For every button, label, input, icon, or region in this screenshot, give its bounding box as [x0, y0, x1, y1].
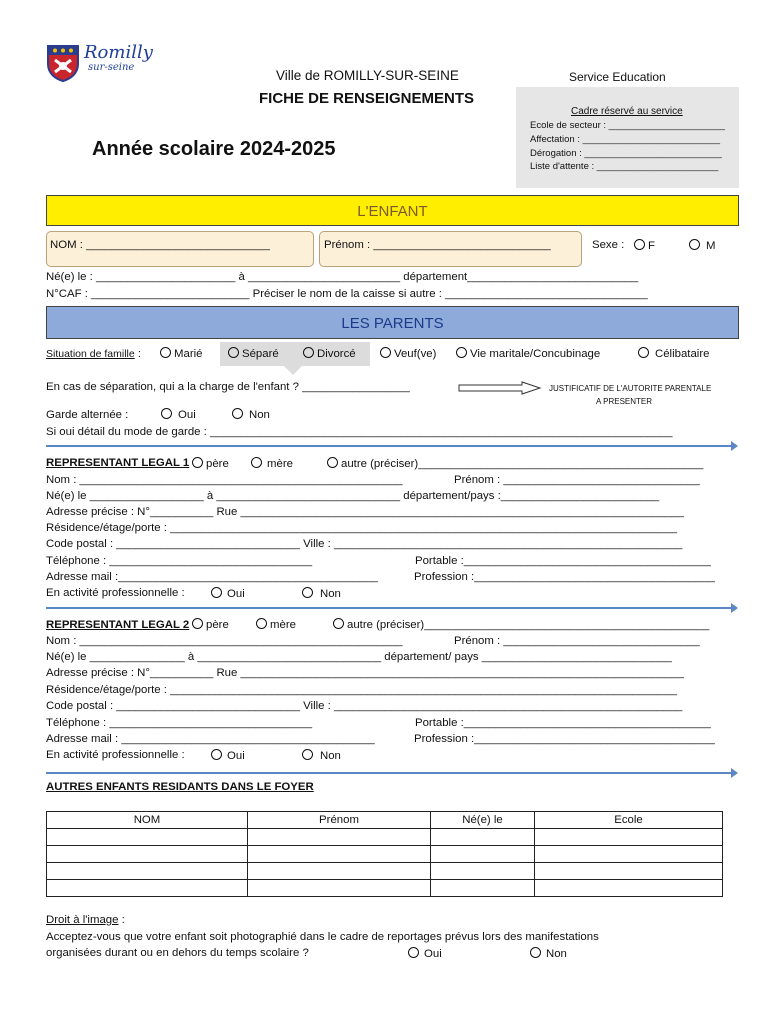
family-situation-label: Situation de famille: [46, 348, 135, 360]
child-section-title: L'ENFANT: [357, 203, 428, 220]
col-school: Ecole: [535, 812, 723, 829]
parents-section-band: [46, 306, 739, 339]
image-rights-no[interactable]: Non: [530, 947, 567, 960]
rep2-postal-city[interactable]: Code postal : _____________________________ Ville : _______________________________________________________: [46, 700, 683, 712]
reserved-line: Liste d'attente : _______________________: [530, 161, 719, 172]
sex-label: Sexe :: [592, 239, 625, 251]
col-prenom: Prénom: [248, 812, 431, 829]
situation-cohabiting[interactable]: Vie maritale/Concubinage: [456, 347, 600, 360]
rep1-phone[interactable]: Téléphone : ________________________________: [46, 555, 313, 567]
reserved-line: Dérogation : __________________________: [530, 148, 722, 159]
sex-m-label: M: [706, 240, 716, 252]
radio-icon: [211, 587, 222, 598]
service-label: Service Education: [569, 70, 666, 84]
radio-icon: [302, 749, 313, 760]
rep1-other[interactable]: autre (préciser)_____________________________________________: [327, 457, 703, 470]
radio-icon: [689, 239, 700, 250]
reserved-line: Affectation : __________________________: [530, 134, 721, 145]
parents-section-title: LES PARENTS: [341, 315, 444, 332]
separator-arrow: [46, 445, 732, 447]
radio-icon: [192, 457, 203, 468]
child-caf-line[interactable]: N°CAF : _________________________ Préciser le nom de la caisse si autre : ________________________________: [46, 288, 648, 300]
rep2-activity-no[interactable]: Non: [302, 749, 341, 762]
table-row: [47, 829, 723, 846]
radio-icon: [408, 947, 419, 958]
rep2-title: REPRESENTANT LEGAL 2: [46, 619, 190, 631]
rep1-title: REPRESENTANT LEGAL 1: [46, 457, 190, 469]
other-children-table: [46, 811, 723, 897]
rep1-activity-no[interactable]: Non: [302, 587, 341, 600]
logo-text: Romilly: [84, 42, 153, 63]
rep2-father[interactable]: père: [192, 618, 229, 631]
child-name-label: NOM : _____________________________: [50, 239, 270, 251]
radio-icon: [232, 408, 243, 419]
radio-icon: [303, 347, 314, 358]
situation-widowed[interactable]: Veuf(ve): [380, 347, 436, 360]
radio-icon: [251, 457, 262, 468]
form-title: FICHE DE RENSEIGNEMENTS: [259, 90, 475, 107]
rep1-father[interactable]: père: [192, 457, 229, 470]
logo-subtext: sur-seine: [88, 62, 135, 73]
radio-icon: [192, 618, 203, 629]
rep2-phone[interactable]: Téléphone : ________________________________: [46, 717, 313, 729]
rep1-name[interactable]: Nom : ___________________________________________________: [46, 474, 403, 486]
alternate-custody-label: Garde alternée :: [46, 409, 129, 421]
radio-icon: [256, 618, 267, 629]
situation-single[interactable]: Célibataire: [638, 347, 709, 360]
alternate-custody-no[interactable]: Non: [232, 408, 270, 421]
reserved-title: Cadre réservé au service: [571, 106, 683, 117]
other-children-title: AUTRES ENFANTS RESIDANTS DANS LE FOYER: [46, 781, 314, 793]
school-year: Année scolaire 2024-2025: [92, 138, 336, 160]
rep2-mother[interactable]: mère: [256, 618, 296, 631]
town-crest-icon: [46, 42, 80, 82]
rep1-mother[interactable]: mère: [251, 457, 293, 470]
reserved-line: Ecole de secteur : ______________________: [530, 120, 725, 131]
table-header-row: [47, 812, 723, 829]
rep1-activity-yes[interactable]: Oui: [211, 587, 245, 600]
radio-icon: [327, 457, 338, 468]
rep2-mobile[interactable]: Portable :_______________________________________: [415, 717, 711, 729]
radio-icon: [302, 587, 313, 598]
sex-m-option[interactable]: [689, 239, 716, 252]
radio-icon: [530, 947, 541, 958]
image-rights-title: Droit à l'image :: [46, 914, 125, 926]
radio-icon: [228, 347, 239, 358]
sex-f-option[interactable]: [634, 239, 655, 252]
child-name-field[interactable]: [46, 231, 314, 267]
reserved-box: [516, 87, 739, 188]
town-name: Ville de ROMILLY-SUR-SEINE: [276, 68, 459, 83]
rep2-email[interactable]: Adresse mail : ________________________________________: [46, 733, 375, 745]
rep2-activity-label: En activité professionnelle :: [46, 749, 185, 761]
rep2-residence[interactable]: Résidence/étage/porte : ________________________________________________________________________________: [46, 684, 677, 696]
rep2-address[interactable]: Adresse précise : N°__________ Rue ______________________________________________________________________: [46, 667, 684, 679]
radio-icon: [160, 347, 171, 358]
justif-note-2: A PRESENTER: [596, 397, 653, 406]
situation-separated[interactable]: Séparé: [228, 347, 279, 360]
radio-icon: [333, 618, 344, 629]
radio-icon: [161, 408, 172, 419]
col-nom: NOM: [47, 812, 248, 829]
child-birth-line[interactable]: Né(e) le : ______________________ à ________________________ département___________________________: [46, 271, 639, 283]
image-rights-yes[interactable]: Oui: [408, 947, 442, 960]
separator-arrow: [46, 607, 732, 609]
rep2-birth[interactable]: Né(e) le _______________ à _____________________________ département/ pays ______________________________: [46, 651, 672, 663]
sex-f-label: F: [648, 240, 655, 252]
table-row: [47, 880, 723, 897]
rep1-address[interactable]: Adresse précise : N°__________ Rue ______________________________________________________________________: [46, 506, 684, 518]
rep1-firstname[interactable]: Prénom : _______________________________: [454, 474, 700, 486]
child-firstname-label: Prénom : ____________________________: [324, 239, 551, 251]
radio-icon: [638, 347, 649, 358]
rep2-name[interactable]: Nom : ___________________________________________________: [46, 635, 403, 647]
child-firstname-field[interactable]: [319, 231, 582, 267]
rep2-other[interactable]: autre (préciser)_____________________________________________: [333, 618, 709, 631]
justif-note: JUSTIFICATIF DE L'AUTORITE PARENTALE: [549, 384, 712, 393]
rep2-activity-yes[interactable]: Oui: [211, 749, 245, 762]
radio-icon: [380, 347, 391, 358]
image-rights-question-2: organisées durant ou en dehors du temps scolaire ?: [46, 947, 309, 959]
table-row: [47, 846, 723, 863]
rep1-residence[interactable]: Résidence/étage/porte : ________________________________________________________________________________: [46, 522, 677, 534]
rep1-mobile[interactable]: Portable :_______________________________________: [415, 555, 711, 567]
col-birth: Né(e) le: [431, 812, 535, 829]
radio-icon: [634, 239, 645, 250]
image-rights-question-1: Acceptez-vous que votre enfant soit photographié dans le cadre de reportages prévus lors des manifestations: [46, 931, 599, 943]
alternate-custody-yes[interactable]: Oui: [161, 408, 196, 421]
rep1-activity-label: En activité professionnelle :: [46, 587, 185, 599]
rep1-email[interactable]: Adresse mail :_________________________________________: [46, 571, 378, 583]
arrow-right-icon: [458, 381, 542, 395]
radio-icon: [211, 749, 222, 760]
custody-detail-line[interactable]: Si oui détail du mode de garde : _________________________________________________________________________: [46, 426, 673, 438]
town-logo: [46, 42, 176, 84]
family-situation: Situation de famille :: [46, 348, 142, 360]
child-section-band: [46, 195, 739, 226]
separation-question[interactable]: En cas de séparation, qui a la charge de l'enfant ? _________________: [46, 381, 410, 393]
situation-divorced[interactable]: Divorcé: [303, 347, 356, 360]
situation-highlight-arrow: [284, 366, 302, 375]
rep1-profession[interactable]: Profession :______________________________________: [414, 571, 715, 583]
rep1-postal-city[interactable]: Code postal : _____________________________ Ville : _______________________________________________________: [46, 538, 683, 550]
rep2-profession[interactable]: Profession :______________________________________: [414, 733, 715, 745]
situation-married[interactable]: Marié: [160, 347, 202, 360]
rep2-firstname[interactable]: Prénom : _______________________________: [454, 635, 700, 647]
table-row: [47, 863, 723, 880]
radio-icon: [456, 347, 467, 358]
rep1-birth[interactable]: Né(e) le __________________ à _____________________________ département/pays :_________________________: [46, 490, 660, 502]
separator-arrow: [46, 772, 732, 774]
